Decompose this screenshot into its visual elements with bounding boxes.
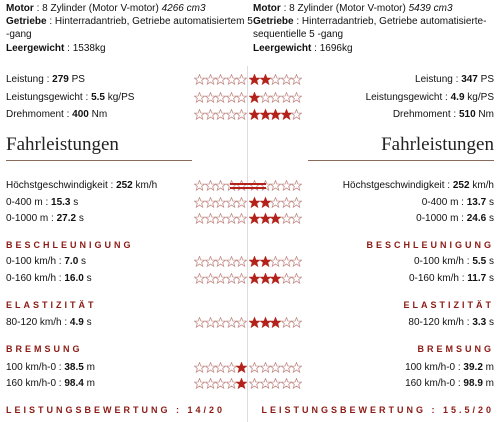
stat-unit: Nm (88, 109, 108, 120)
elast-label: 80-120 km/h : (6, 317, 70, 328)
right-fahrleistungen-heading: Fahrleistungen (381, 134, 494, 155)
rating-star-left (215, 317, 226, 328)
rating-star-left (194, 109, 205, 120)
rating-star-right (291, 317, 302, 328)
rating-star-left (226, 273, 237, 284)
left-weight-label: Leergewicht (6, 43, 65, 54)
rating-star-left (215, 180, 226, 191)
rating-star-left (194, 378, 205, 389)
perf-value: 24.6 (466, 213, 487, 224)
rating-star-right (260, 317, 271, 328)
perf-value: 252 (452, 180, 470, 191)
left-accel-100 (6, 256, 86, 268)
rating-star-left (205, 273, 216, 284)
perf-value: 15.3 (51, 197, 71, 208)
rating-star-left (226, 197, 237, 208)
perf-unit: s (76, 213, 84, 224)
stat-value: 4.9 (450, 92, 465, 103)
rating-1000m (194, 213, 302, 225)
rating-star-right (291, 180, 302, 191)
right-weight-spec (253, 43, 353, 55)
perf-label: 0-1000 m : (6, 213, 57, 224)
rating-star-left (226, 109, 237, 120)
rating-hoechstgeschwindigkeit (194, 180, 302, 192)
rating-star-right (249, 197, 260, 208)
accel-unit: s (486, 256, 494, 267)
stat-unit: PS (68, 74, 85, 85)
brake-label: 100 km/h-0 : (6, 362, 65, 373)
rating-star-left (205, 197, 216, 208)
rating-star-right (281, 109, 292, 120)
rating-star-right (249, 273, 260, 284)
left-leistungsbewertung: LEISTUNGSBEWERTUNG : 14/20 (6, 405, 226, 415)
left-gearbox-spec (6, 16, 253, 28)
stat-value: 279 (52, 74, 69, 85)
left-fahrleistungen-heading: Fahrleistungen (6, 134, 119, 155)
rating-star-left (215, 213, 226, 224)
right-accel-160 (409, 273, 494, 285)
brake-label: 160 km/h-0 : (405, 378, 464, 389)
accel-label: 0-160 km/h : (408, 273, 468, 284)
rating-star-right (281, 378, 292, 389)
elast-unit: s (486, 317, 494, 328)
left-perf-400m (6, 197, 78, 209)
rating-star-left (236, 273, 247, 284)
right-heading-divider (308, 160, 494, 161)
perf-unit: s (70, 197, 79, 208)
right-leistungsbewertung: LEISTUNGSBEWERTUNG : 15.5/20 (261, 405, 494, 415)
rating-leistungsgewicht (194, 92, 302, 104)
right-brake-160 (405, 378, 494, 390)
rating-star-right (270, 180, 281, 191)
rating-star-right (249, 362, 260, 373)
rating-star-right (270, 74, 281, 85)
rating-star-left (226, 362, 237, 373)
elast-label: 80-120 km/h : (408, 317, 473, 328)
perf-label: 0-400 m : (421, 197, 467, 208)
rating-elast (194, 317, 302, 329)
right-weight-label: Leergewicht (253, 43, 312, 54)
rating-star-left (215, 256, 226, 267)
stat-unit: kg/PS (104, 92, 135, 103)
rating-star-right (260, 74, 271, 85)
elast-value: 4.9 (69, 317, 84, 328)
stat-unit: Nm (475, 109, 494, 120)
rating-star-left (205, 378, 216, 389)
accel-value: 5.5 (472, 256, 487, 267)
rating-star-left (205, 256, 216, 267)
accel-label: 0-160 km/h : (6, 273, 65, 284)
brake-value: 98.9 (463, 378, 483, 389)
rating-star-left (236, 256, 247, 267)
rating-star-left (226, 92, 237, 103)
left-gearbox-label: Getriebe (6, 16, 47, 27)
left-engine-cc: 4266 cm3 (161, 3, 206, 14)
left-brake-160 (6, 378, 95, 390)
accel-value: 11.7 (467, 273, 487, 284)
brake-value: 39.2 (463, 362, 483, 373)
left-stat-leistung (6, 74, 85, 86)
perf-unit: s (486, 213, 494, 224)
rating-star-right (270, 273, 281, 284)
rating-star-left (236, 213, 247, 224)
left-engine-label: Motor (6, 3, 34, 14)
right-gearbox-spec (253, 16, 486, 28)
left-perf-topspeed (6, 180, 157, 192)
rating-star-right (270, 256, 281, 267)
perf-label: Höchstgeschwindigkeit : (6, 180, 117, 191)
accel-unit: s (486, 273, 494, 284)
stat-unit: kg/PS (464, 92, 494, 103)
perf-label: 0-1000 m : (416, 213, 467, 224)
rating-star-left (215, 109, 226, 120)
left-gearbox-line2: -gang (6, 29, 32, 40)
rating-star-left (205, 180, 216, 191)
rating-star-left (215, 273, 226, 284)
right-engine-text: : 8 Zylinder (Motor V-motor) (283, 3, 406, 14)
rating-star-right (270, 378, 281, 389)
rating-star-left (215, 378, 226, 389)
left-heading-divider (6, 160, 192, 161)
right-gearbox-line1: : Hinterradantrieb, Getriebe automatisierte- (296, 16, 487, 27)
right-elast-80-120 (408, 317, 494, 329)
rating-star-right (281, 317, 292, 328)
rating-brake-100 (194, 362, 302, 374)
right-perf-1000m (416, 213, 494, 225)
equal-indicator-bar (230, 187, 266, 189)
rating-star-right (281, 213, 292, 224)
rating-star-left (236, 92, 247, 103)
rating-star-right (270, 109, 281, 120)
perf-value: 13.7 (466, 197, 487, 208)
stat-label: Drehmoment : (392, 109, 459, 120)
left-bremsung-title: BREMSUNG (6, 344, 83, 354)
stat-label: Drehmoment : (6, 109, 73, 120)
perf-value: 27.2 (56, 213, 77, 224)
rating-star-left (215, 362, 226, 373)
right-bremsung-title: BREMSUNG (417, 344, 494, 354)
rating-star-left (236, 362, 247, 373)
rating-star-right (291, 213, 302, 224)
rating-star-left (205, 213, 216, 224)
rating-star-right (291, 109, 302, 120)
rating-star-left (215, 74, 226, 85)
rating-star-right (281, 92, 292, 103)
rating-star-right (249, 378, 260, 389)
left-elastizitaet-title: ELASTIZITÄT (6, 300, 97, 310)
rating-star-left (194, 180, 205, 191)
rating-star-left (236, 74, 247, 85)
brake-label: 100 km/h-0 : (405, 362, 464, 373)
rating-star-left (236, 180, 247, 191)
rating-star-right (270, 362, 281, 373)
rating-star-right (281, 256, 292, 267)
accel-unit: s (78, 256, 87, 267)
right-gearbox-label: Getriebe (253, 16, 294, 27)
stat-unit: PS (477, 74, 494, 85)
left-perf-1000m (6, 213, 84, 225)
right-engine-spec (253, 3, 453, 15)
rating-star-left (236, 317, 247, 328)
rating-star-right (260, 378, 271, 389)
rating-star-left (236, 197, 247, 208)
stat-label: Leistung : (6, 74, 53, 85)
rating-star-right (281, 273, 292, 284)
rating-star-right (260, 256, 271, 267)
right-beschleunigung-title: BESCHLEUNIGUNG (366, 240, 494, 250)
right-stat-leistungsgewicht (366, 92, 494, 104)
accel-unit: s (83, 273, 92, 284)
perf-label: 0-400 m : (6, 197, 52, 208)
elast-unit: s (83, 317, 92, 328)
right-weight-value: : 1696kg (314, 43, 353, 54)
rating-star-right (260, 92, 271, 103)
left-stat-leistungsgewicht (6, 92, 134, 104)
stat-value: 5.5 (91, 92, 105, 103)
perf-unit: km/h (132, 180, 158, 191)
rating-star-right (249, 213, 260, 224)
left-engine-text: : 8 Zylinder (Motor V-motor) (36, 3, 159, 14)
right-gearbox-line2: sequentielle 5 -gang (253, 29, 344, 40)
rating-star-left (226, 180, 237, 191)
rating-star-left (236, 378, 247, 389)
right-brake-100 (405, 362, 494, 374)
rating-star-left (215, 92, 226, 103)
right-stat-drehmoment (393, 109, 494, 121)
left-beschleunigung-title: BESCHLEUNIGUNG (6, 240, 134, 250)
brake-label: 160 km/h-0 : (6, 378, 65, 389)
rating-star-right (281, 74, 292, 85)
rating-star-left (226, 213, 237, 224)
rating-star-left (194, 197, 205, 208)
left-stat-drehmoment (6, 109, 107, 121)
brake-value: 38.5 (64, 362, 84, 373)
right-perf-400m (422, 197, 494, 209)
stat-value: 400 (72, 109, 89, 120)
rating-star-right (249, 109, 260, 120)
left-weight-value: : 1538kg (67, 43, 106, 54)
rating-leistung (194, 74, 302, 86)
perf-unit: km/h (469, 180, 494, 191)
rating-star-left (205, 92, 216, 103)
right-elastizitaet-title: ELASTIZITÄT (403, 300, 494, 310)
rating-star-left (226, 74, 237, 85)
accel-label: 0-100 km/h : (413, 256, 473, 267)
rating-accel-160 (194, 273, 302, 285)
rating-star-left (205, 74, 216, 85)
rating-drehmoment (194, 109, 302, 121)
accel-value: 16.0 (64, 273, 84, 284)
stat-label: Leistungsgewicht : (365, 92, 451, 103)
stat-label: Leistung : (415, 74, 462, 85)
rating-star-right (249, 74, 260, 85)
brake-unit: m (83, 362, 95, 373)
stat-value: 510 (458, 109, 476, 120)
rating-star-right (281, 197, 292, 208)
left-elast-80-120 (6, 317, 92, 329)
rating-star-right (260, 180, 271, 191)
rating-star-left (215, 197, 226, 208)
stat-value: 347 (461, 74, 478, 85)
rating-star-right (270, 317, 281, 328)
rating-star-right (249, 317, 260, 328)
right-perf-topspeed (343, 180, 494, 192)
left-engine-spec (6, 3, 206, 15)
rating-star-right (270, 92, 281, 103)
perf-unit: s (486, 197, 494, 208)
rating-star-right (249, 180, 260, 191)
accel-label: 0-100 km/h : (6, 256, 65, 267)
rating-star-right (260, 197, 271, 208)
rating-star-left (194, 213, 205, 224)
equal-indicator-bar (230, 183, 266, 185)
right-engine-cc: 5439 cm3 (408, 3, 453, 14)
perf-label: Höchstgeschwindigkeit : (342, 180, 453, 191)
left-accel-160 (6, 273, 92, 285)
rating-star-left (205, 317, 216, 328)
brake-unit: m (482, 362, 494, 373)
brake-unit: m (482, 378, 494, 389)
rating-star-right (291, 197, 302, 208)
rating-star-right (260, 273, 271, 284)
rating-star-right (291, 273, 302, 284)
right-stat-leistung (415, 74, 494, 86)
brake-unit: m (83, 378, 95, 389)
left-weight-spec (6, 43, 106, 55)
rating-star-left (205, 109, 216, 120)
rating-star-left (194, 273, 205, 284)
rating-star-right (291, 74, 302, 85)
rating-star-left (194, 362, 205, 373)
rating-star-right (291, 362, 302, 373)
rating-star-right (291, 256, 302, 267)
right-accel-100 (414, 256, 494, 268)
rating-star-right (249, 92, 260, 103)
rating-star-left (194, 256, 205, 267)
rating-400m (194, 197, 302, 209)
rating-star-right (260, 362, 271, 373)
rating-star-right (291, 92, 302, 103)
rating-star-right (291, 378, 302, 389)
rating-star-left (194, 92, 205, 103)
rating-star-right (260, 213, 271, 224)
rating-accel-100 (194, 256, 302, 268)
left-gearbox-line1: : Hinterradantrieb, Getriebe automatisiertem 5 (49, 16, 253, 27)
rating-star-left (194, 317, 205, 328)
rating-star-right (260, 109, 271, 120)
rating-star-right (281, 362, 292, 373)
stat-label: Leistungsgewicht : (6, 92, 92, 103)
elast-value: 3.3 (472, 317, 487, 328)
perf-value: 252 (116, 180, 133, 191)
rating-star-left (205, 362, 216, 373)
rating-star-left (226, 256, 237, 267)
rating-star-right (270, 213, 281, 224)
brake-value: 98.4 (64, 378, 84, 389)
left-brake-100 (6, 362, 95, 374)
rating-star-right (281, 180, 292, 191)
rating-star-left (226, 378, 237, 389)
rating-star-left (226, 317, 237, 328)
accel-value: 7.0 (64, 256, 79, 267)
rating-star-left (236, 109, 247, 120)
rating-star-right (249, 256, 260, 267)
rating-star-right (270, 197, 281, 208)
right-engine-label: Motor (253, 3, 281, 14)
rating-brake-160 (194, 378, 302, 390)
rating-star-left (194, 74, 205, 85)
